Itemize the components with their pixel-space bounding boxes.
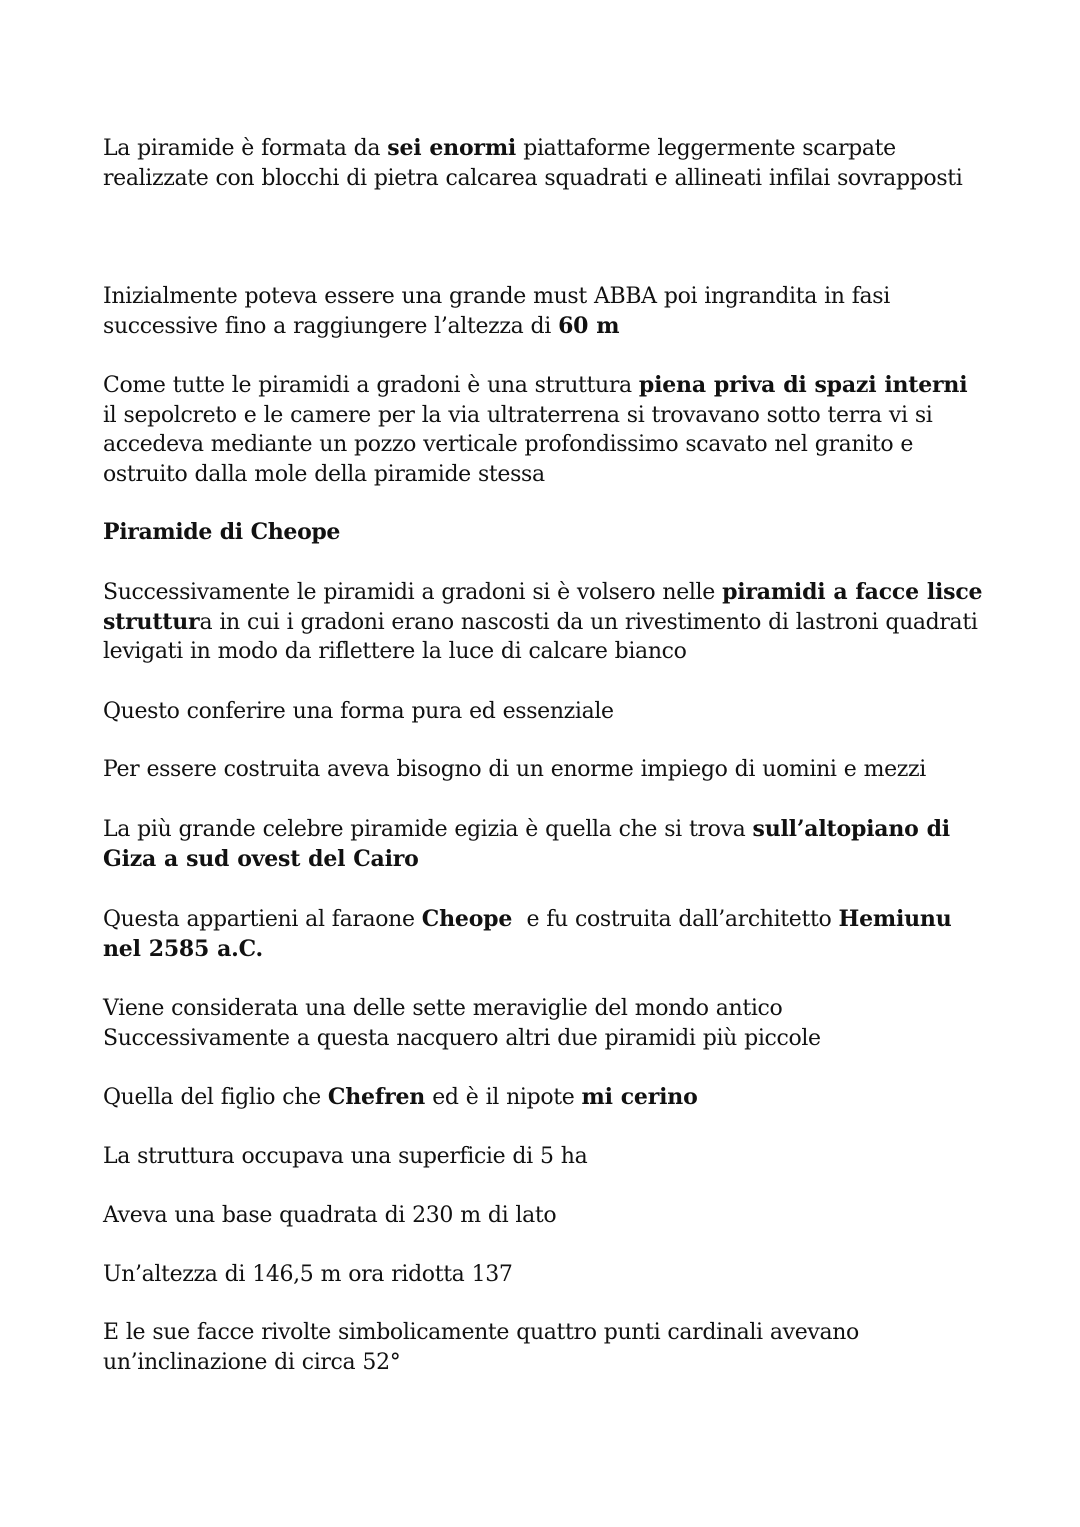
paragraph-line: Successivamente a questa nacquero altri due piramidi più piccole bbox=[103, 1025, 821, 1051]
bold-text: 60 m bbox=[558, 312, 620, 339]
bold-text: Chefren bbox=[327, 1084, 426, 1110]
paragraph-text: Quella del figlio che bbox=[103, 1085, 328, 1110]
bold-text: Cheope bbox=[421, 906, 513, 932]
paragraph-text: ed è il nipote bbox=[425, 1085, 582, 1110]
paragraph-text: a in cui i gradoni erano nascosti da un rivestimento di lastroni quadrati levigati in modo da riflettere la luce di calcare bianco bbox=[103, 609, 978, 664]
paragraph-area: La struttura occupava una superficie di 5 ha bbox=[103, 1144, 588, 1169]
bold-text: mi cerino bbox=[581, 1084, 698, 1110]
bold-text: piena priva di spazi interni bbox=[638, 372, 968, 398]
paragraph-base: Aveva una base quadrata di 230 m di lato bbox=[103, 1203, 557, 1228]
paragraph-text: Questa appartieni al faraone bbox=[103, 907, 422, 932]
paragraph-text: piattaforme leggermente scarpate realizzate con blocchi di pietra calcarea squadrati e allineati infilai sovrapposti bbox=[103, 136, 963, 191]
paragraph-text: Successivamente le piramidi a gradoni si è volsero nelle bbox=[103, 580, 723, 605]
paragraph-text: Inizialmente poteva essere una grande must ABBA poi ingrandita in fasi successive fino a raggiungere l’altezza di bbox=[103, 284, 890, 339]
paragraph-wonders bbox=[103, 994, 983, 1053]
paragraph-text: La piramide è formata da bbox=[103, 136, 388, 161]
paragraph-structure bbox=[103, 371, 983, 489]
paragraph-chefren bbox=[103, 1083, 983, 1113]
paragraph-inclination: E le sue facce rivolte simbolicamente quattro punti cardinali avevano un’inclinazione di circa 52° bbox=[103, 1320, 859, 1375]
paragraph-construction: Per essere costruita aveva bisogno di un enorme impiego di uomini e mezzi bbox=[103, 757, 926, 782]
paragraph-text: La più grande celebre piramide egizia è quella che si trova bbox=[103, 817, 753, 842]
bold-text: Hemiunu nel 2585 a.C. bbox=[103, 906, 952, 962]
paragraph-form: Questo conferire una forma pura ed essenziale bbox=[103, 699, 614, 724]
section-heading: Piramide di Cheope bbox=[103, 519, 341, 545]
paragraph-smooth-pyramids bbox=[103, 578, 983, 667]
paragraph-giza bbox=[103, 815, 983, 874]
paragraph-height: Un’altezza di 146,5 m ora ridotta 137 bbox=[103, 1262, 513, 1287]
paragraph-text: Come tutte le piramidi a gradoni è una struttura bbox=[103, 373, 639, 398]
bold-text: piramidi a facce lisce struttur bbox=[103, 579, 983, 635]
paragraph-text: e fu costruita dall’architetto bbox=[512, 907, 839, 932]
paragraph-line: Viene considerata una delle sette meraviglie del mondo antico bbox=[103, 996, 783, 1021]
paragraph-cheope bbox=[103, 905, 983, 964]
bold-text: sei enormi bbox=[387, 135, 517, 161]
paragraph-platforms bbox=[103, 134, 983, 193]
paragraph-initial-height bbox=[103, 282, 983, 341]
paragraph-text: il sepolcreto e le camere per la via ultraterrena si trovavano sotto terra vi si accedeva mediante un pozzo verticale profondissimo scavato nel granito e ostruito dalla mole della piramide stessa bbox=[103, 402, 933, 487]
bold-text: sull’altopiano di Giza a sud ovest del Cairo bbox=[103, 816, 950, 872]
